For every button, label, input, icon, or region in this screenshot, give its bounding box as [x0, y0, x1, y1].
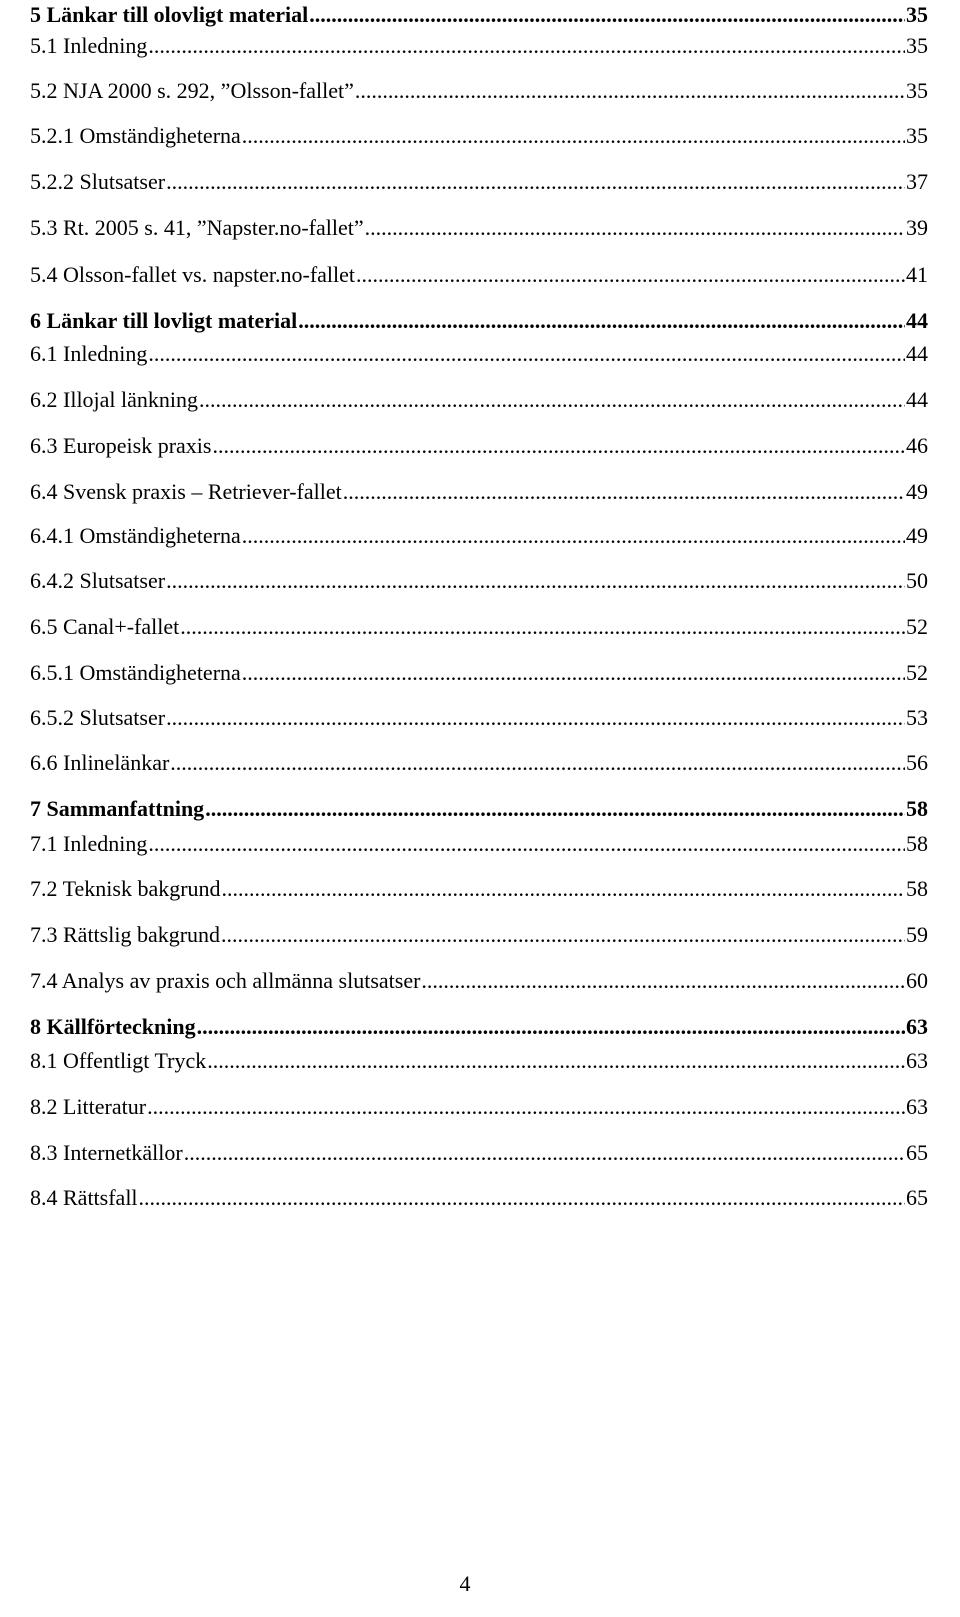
toc-entry[interactable]: [30, 477, 928, 507]
toc-dot-leader: [242, 121, 905, 151]
toc-entry-title: 6.5 Canal+-fallet: [30, 614, 180, 639]
toc-entry-page: 60: [906, 968, 928, 993]
toc-entry-title: 7.3 Rättslig bakgrund: [30, 922, 221, 947]
toc-dot-leader: [207, 1046, 905, 1076]
toc-dot-leader: [421, 966, 905, 996]
toc-entry[interactable]: [30, 0, 928, 30]
toc-entry-page: 63: [906, 1014, 928, 1039]
toc-entry-title: 6.4 Svensk praxis – Retriever-fallet: [30, 479, 342, 504]
page-number: 4: [459, 1571, 471, 1596]
toc-entry-page: 63: [906, 1094, 928, 1119]
toc-entry-page: 35: [906, 78, 928, 103]
toc-entry-title: 6.4.2 Slutsatser: [30, 568, 166, 593]
toc-entry[interactable]: [30, 306, 928, 336]
toc-dot-leader: [298, 306, 905, 336]
toc-dot-leader: [166, 566, 905, 596]
toc-entry-page: 58: [906, 876, 928, 901]
toc-entry-page: 59: [906, 922, 928, 947]
toc-entry-title: 5.2 NJA 2000 s. 292, ”Olsson-fallet”: [30, 78, 354, 103]
toc-entry[interactable]: [30, 76, 928, 106]
toc-dot-leader: [355, 76, 905, 106]
toc-dot-leader: [148, 31, 905, 61]
toc-entry-title: 8.4 Rättsfall: [30, 1185, 138, 1210]
toc-entry[interactable]: [30, 1012, 928, 1042]
toc-entry-page: 49: [906, 523, 928, 548]
toc-dot-leader: [212, 431, 905, 461]
toc-dot-leader: [184, 1138, 905, 1168]
toc-entry[interactable]: [30, 1046, 928, 1076]
toc-dot-leader: [148, 829, 905, 859]
toc-entry-page: 35: [906, 2, 928, 27]
toc-entry-title: 6.6 Inlinelänkar: [30, 750, 170, 775]
toc-entry-page: 65: [906, 1140, 928, 1165]
toc-entry-title: 7.4 Analys av praxis och allmänna slutsatser: [30, 968, 421, 993]
toc-entry-title: 6.4.1 Omständigheterna: [30, 523, 241, 548]
toc-dot-leader: [166, 167, 905, 197]
toc-dot-leader: [356, 260, 905, 290]
toc-entry[interactable]: [30, 121, 928, 151]
toc-entry-page: 41: [906, 262, 928, 287]
toc-dot-leader: [365, 213, 905, 243]
toc-entry-page: 35: [906, 123, 928, 148]
toc-entry-title: 5.3 Rt. 2005 s. 41, ”Napster.no-fallet”: [30, 215, 364, 240]
toc-dot-leader: [309, 0, 905, 30]
toc-entry[interactable]: [30, 794, 928, 824]
toc-entry-page: 44: [906, 387, 928, 412]
toc-entry-page: 50: [906, 568, 928, 593]
toc-entry-page: 46: [906, 433, 928, 458]
toc-entry-page: 58: [906, 831, 928, 856]
toc-entry[interactable]: [30, 658, 928, 688]
toc-entry[interactable]: [30, 167, 928, 197]
toc-entry-title: 8.2 Litteratur: [30, 1094, 147, 1119]
toc-entry-page: 53: [906, 705, 928, 730]
toc-entry-page: 49: [906, 479, 928, 504]
toc-entry-title: 6 Länkar till lovligt material: [30, 308, 298, 333]
toc-entry-title: 5.2.2 Slutsatser: [30, 169, 166, 194]
toc-dot-leader: [170, 748, 905, 778]
toc-entry-page: 65: [906, 1185, 928, 1210]
toc-dot-leader: [242, 658, 905, 688]
toc-dot-leader: [147, 1092, 905, 1122]
toc-entry[interactable]: [30, 31, 928, 61]
toc-entry[interactable]: [30, 920, 928, 950]
toc-dot-leader: [148, 339, 905, 369]
toc-entry[interactable]: [30, 1092, 928, 1122]
toc-entry-page: 44: [906, 341, 928, 366]
toc-dot-leader: [199, 385, 905, 415]
toc-dot-leader: [242, 521, 905, 551]
toc-entry[interactable]: [30, 213, 928, 243]
toc-entry-title: 7 Sammanfattning: [30, 796, 205, 821]
toc-dot-leader: [180, 612, 905, 642]
toc-entry-page: 39: [906, 215, 928, 240]
toc-entry[interactable]: [30, 612, 928, 642]
toc-entry[interactable]: [30, 1138, 928, 1168]
toc-entry-title: 6.5.2 Slutsatser: [30, 705, 166, 730]
toc-entry[interactable]: [30, 748, 928, 778]
toc-entry-page: 44: [906, 308, 928, 333]
toc-dot-leader: [205, 794, 905, 824]
toc-entry[interactable]: [30, 829, 928, 859]
toc-entry-title: 5.1 Inledning: [30, 33, 148, 58]
toc-entry-title: 7.2 Teknisk bakgrund: [30, 876, 221, 901]
toc-entry-title: 7.1 Inledning: [30, 831, 148, 856]
toc-dot-leader: [139, 1183, 905, 1213]
toc-entry-title: 6.5.1 Omständigheterna: [30, 660, 241, 685]
toc-entry-page: 35: [906, 33, 928, 58]
toc-dot-leader: [221, 920, 905, 950]
toc-entry-page: 52: [906, 614, 928, 639]
toc-entry[interactable]: [30, 966, 928, 996]
toc-entry[interactable]: [30, 703, 928, 733]
toc-entry-title: 5.2.1 Omständigheterna: [30, 123, 241, 148]
toc-entry-title: 6.2 Illojal länkning: [30, 387, 199, 412]
toc-entry[interactable]: [30, 431, 928, 461]
toc-entry[interactable]: [30, 339, 928, 369]
toc-entry-title: 8.1 Offentligt Tryck: [30, 1048, 207, 1073]
toc-entry[interactable]: [30, 1183, 928, 1213]
toc-entry-page: 37: [906, 169, 928, 194]
toc-entry-title: 8 Källförteckning: [30, 1014, 196, 1039]
toc-dot-leader: [197, 1012, 905, 1042]
toc-entry-page: 52: [906, 660, 928, 685]
toc-dot-leader: [222, 874, 905, 904]
toc-entry-title: 5.4 Olsson-fallet vs. napster.no-fallet: [30, 262, 356, 287]
toc-entry-title: 8.3 Internetkällor: [30, 1140, 183, 1165]
toc-entry-title: 6.1 Inledning: [30, 341, 148, 366]
toc-entry-page: 58: [906, 796, 928, 821]
toc-dot-leader: [343, 477, 905, 507]
toc-entry[interactable]: [30, 521, 928, 551]
toc-entry-page: 56: [906, 750, 928, 775]
toc-entry-title: 5 Länkar till olovligt material: [30, 2, 309, 27]
toc-dot-leader: [166, 703, 905, 733]
toc-entry-title: 6.3 Europeisk praxis: [30, 433, 212, 458]
toc-entry[interactable]: [30, 260, 928, 290]
toc-entry[interactable]: [30, 566, 928, 596]
toc-entry[interactable]: [30, 385, 928, 415]
toc-entry-page: 63: [906, 1048, 928, 1073]
toc-entry[interactable]: [30, 874, 928, 904]
